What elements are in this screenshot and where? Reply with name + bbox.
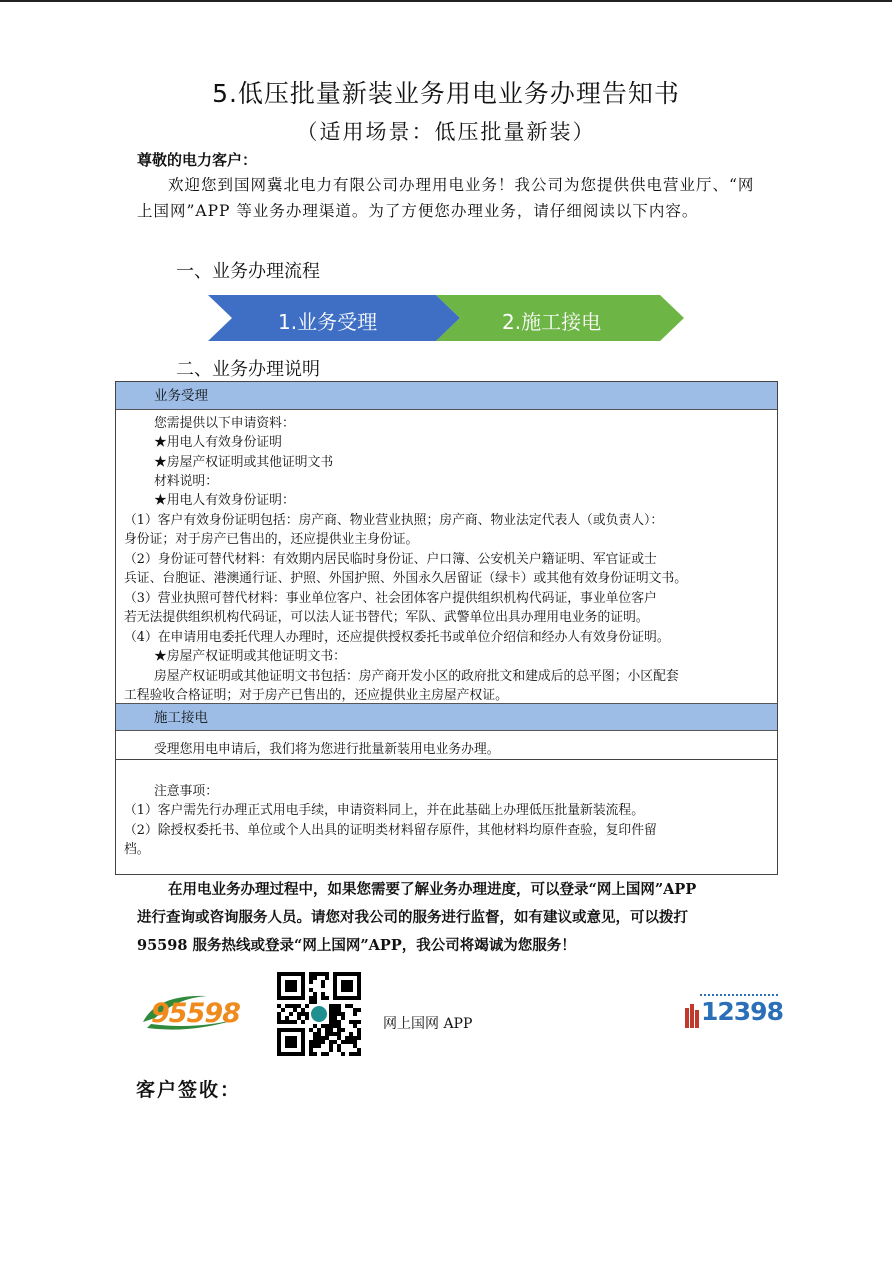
table-line: ★房屋产权证明或其他证明文书： — [154, 649, 346, 664]
intro-paragraph: 欢迎您到国网冀北电力有限公司办理用电业务！我公司为您提供供电营业厅、“网上国网”APP 等业务办理渠道。为了方便您办理业务，请仔细阅读以下内容。 — [137, 176, 755, 220]
hotline-number: 95598 — [151, 998, 240, 1029]
table-line: 材料说明： — [154, 474, 218, 489]
table-line: 身份证；对于房产已售出的，还应提供业主身份证。 — [124, 532, 419, 547]
closing-line-1: 在用电业务办理过程中，如果您需要了解业务办理进度，可以登录“网上国网”APP — [168, 881, 697, 898]
greeting: 尊敬的电力客户： — [137, 151, 258, 169]
table-line: 若无法提供组织机构代码证，可以法人证书替代；军队、武警单位出具办理用电业务的证明。 — [124, 610, 649, 625]
table-line: ★房屋产权证明或其他证明文书 — [154, 455, 334, 470]
flow-step-1-label: 1.业务受理 — [278, 310, 378, 334]
table-line: （3）营业执照可替代材料：事业单位客户、社会团体客户提供组织机构代码证，事业单位客户 — [124, 591, 657, 606]
qr-code-icon — [277, 972, 361, 1056]
table-line: 工程验收合格证明；对于房产已售出的，还应提供业主房屋产权证。 — [124, 688, 508, 703]
table-divider — [116, 759, 777, 760]
table-line: （2）身份证可替代材料：有效期内居民临时身份证、户口簿、公安机关户籍证明、军官证或士 — [124, 552, 657, 567]
table-line: （4）在申请用电委托代理人办理时，还应提供授权委托书或单位介绍信和经办人有效身份证明。 — [124, 630, 670, 645]
closing-line-3: 95598 服务热线或登录“网上国网”APP，我公司将竭诚为您服务！ — [137, 937, 576, 954]
flow-step-2-label: 2.施工接电 — [502, 310, 602, 334]
top-border — [0, 0, 892, 2]
table-line: 兵证、台胞证、港澳通行证、护照、外国护照、外国永久居留证（绿卡）或其他有效身份证明文书。 — [124, 571, 688, 586]
section-heading-description: 二、业务办理说明 — [176, 359, 320, 380]
process-flow — [208, 295, 686, 347]
info-table — [115, 381, 778, 875]
table-line: 受理您用电申请后，我们将为您进行批量新装用电业务办理。 — [154, 742, 500, 757]
note-line: 档。 — [124, 842, 150, 857]
page-title: 5.低压批量新装业务用电业务办理告知书 — [212, 79, 680, 108]
section-heading-process: 一、业务办理流程 — [176, 261, 320, 282]
supervision-12398-logo — [684, 994, 783, 1028]
table-line: 您需提供以下申请资料： — [154, 416, 295, 431]
note-line: （1）客户需先行办理正式用电手续，申请资料同上，并在此基础上办理低压批量新装流程。 — [124, 803, 645, 818]
supervision-logo-building-icon — [684, 998, 700, 1028]
notes-title: 注意事项： — [154, 784, 218, 799]
app-qr-code — [277, 972, 361, 1060]
table-line: ★用电人有效身份证明 — [154, 435, 282, 450]
hotline-95598-logo — [137, 988, 247, 1034]
table-header-acceptance: 业务受理 — [116, 382, 777, 410]
customer-signature-label: 客户签收： — [136, 1079, 242, 1101]
table-line: 房屋产权证明或其他证明文书包括：房产商开发小区的政府批文和建成后的总平图；小区配套 — [154, 669, 679, 684]
table-line: ★用电人有效身份证明： — [154, 493, 295, 508]
page-subtitle: （适用场景：低压批量新装） — [296, 120, 596, 144]
note-line: （2）除授权委托书、单位或个人出具的证明类材料留存原件，其他材料均原件查验，复印件留 — [124, 823, 657, 838]
app-label: 网上国网 APP — [383, 1016, 473, 1032]
supervision-hotline-number: 12398 — [701, 997, 783, 1026]
table-header-construction: 施工接电 — [116, 703, 777, 731]
table-line: （1）客户有效身份证明包括：房产商、物业营业执照；房产商、物业法定代表人（或负责人）： — [124, 513, 664, 528]
closing-line-2: 进行查询或咨询服务人员。请您对我公司的服务进行监督，如有建议或意见，可以拨打 — [137, 909, 688, 926]
